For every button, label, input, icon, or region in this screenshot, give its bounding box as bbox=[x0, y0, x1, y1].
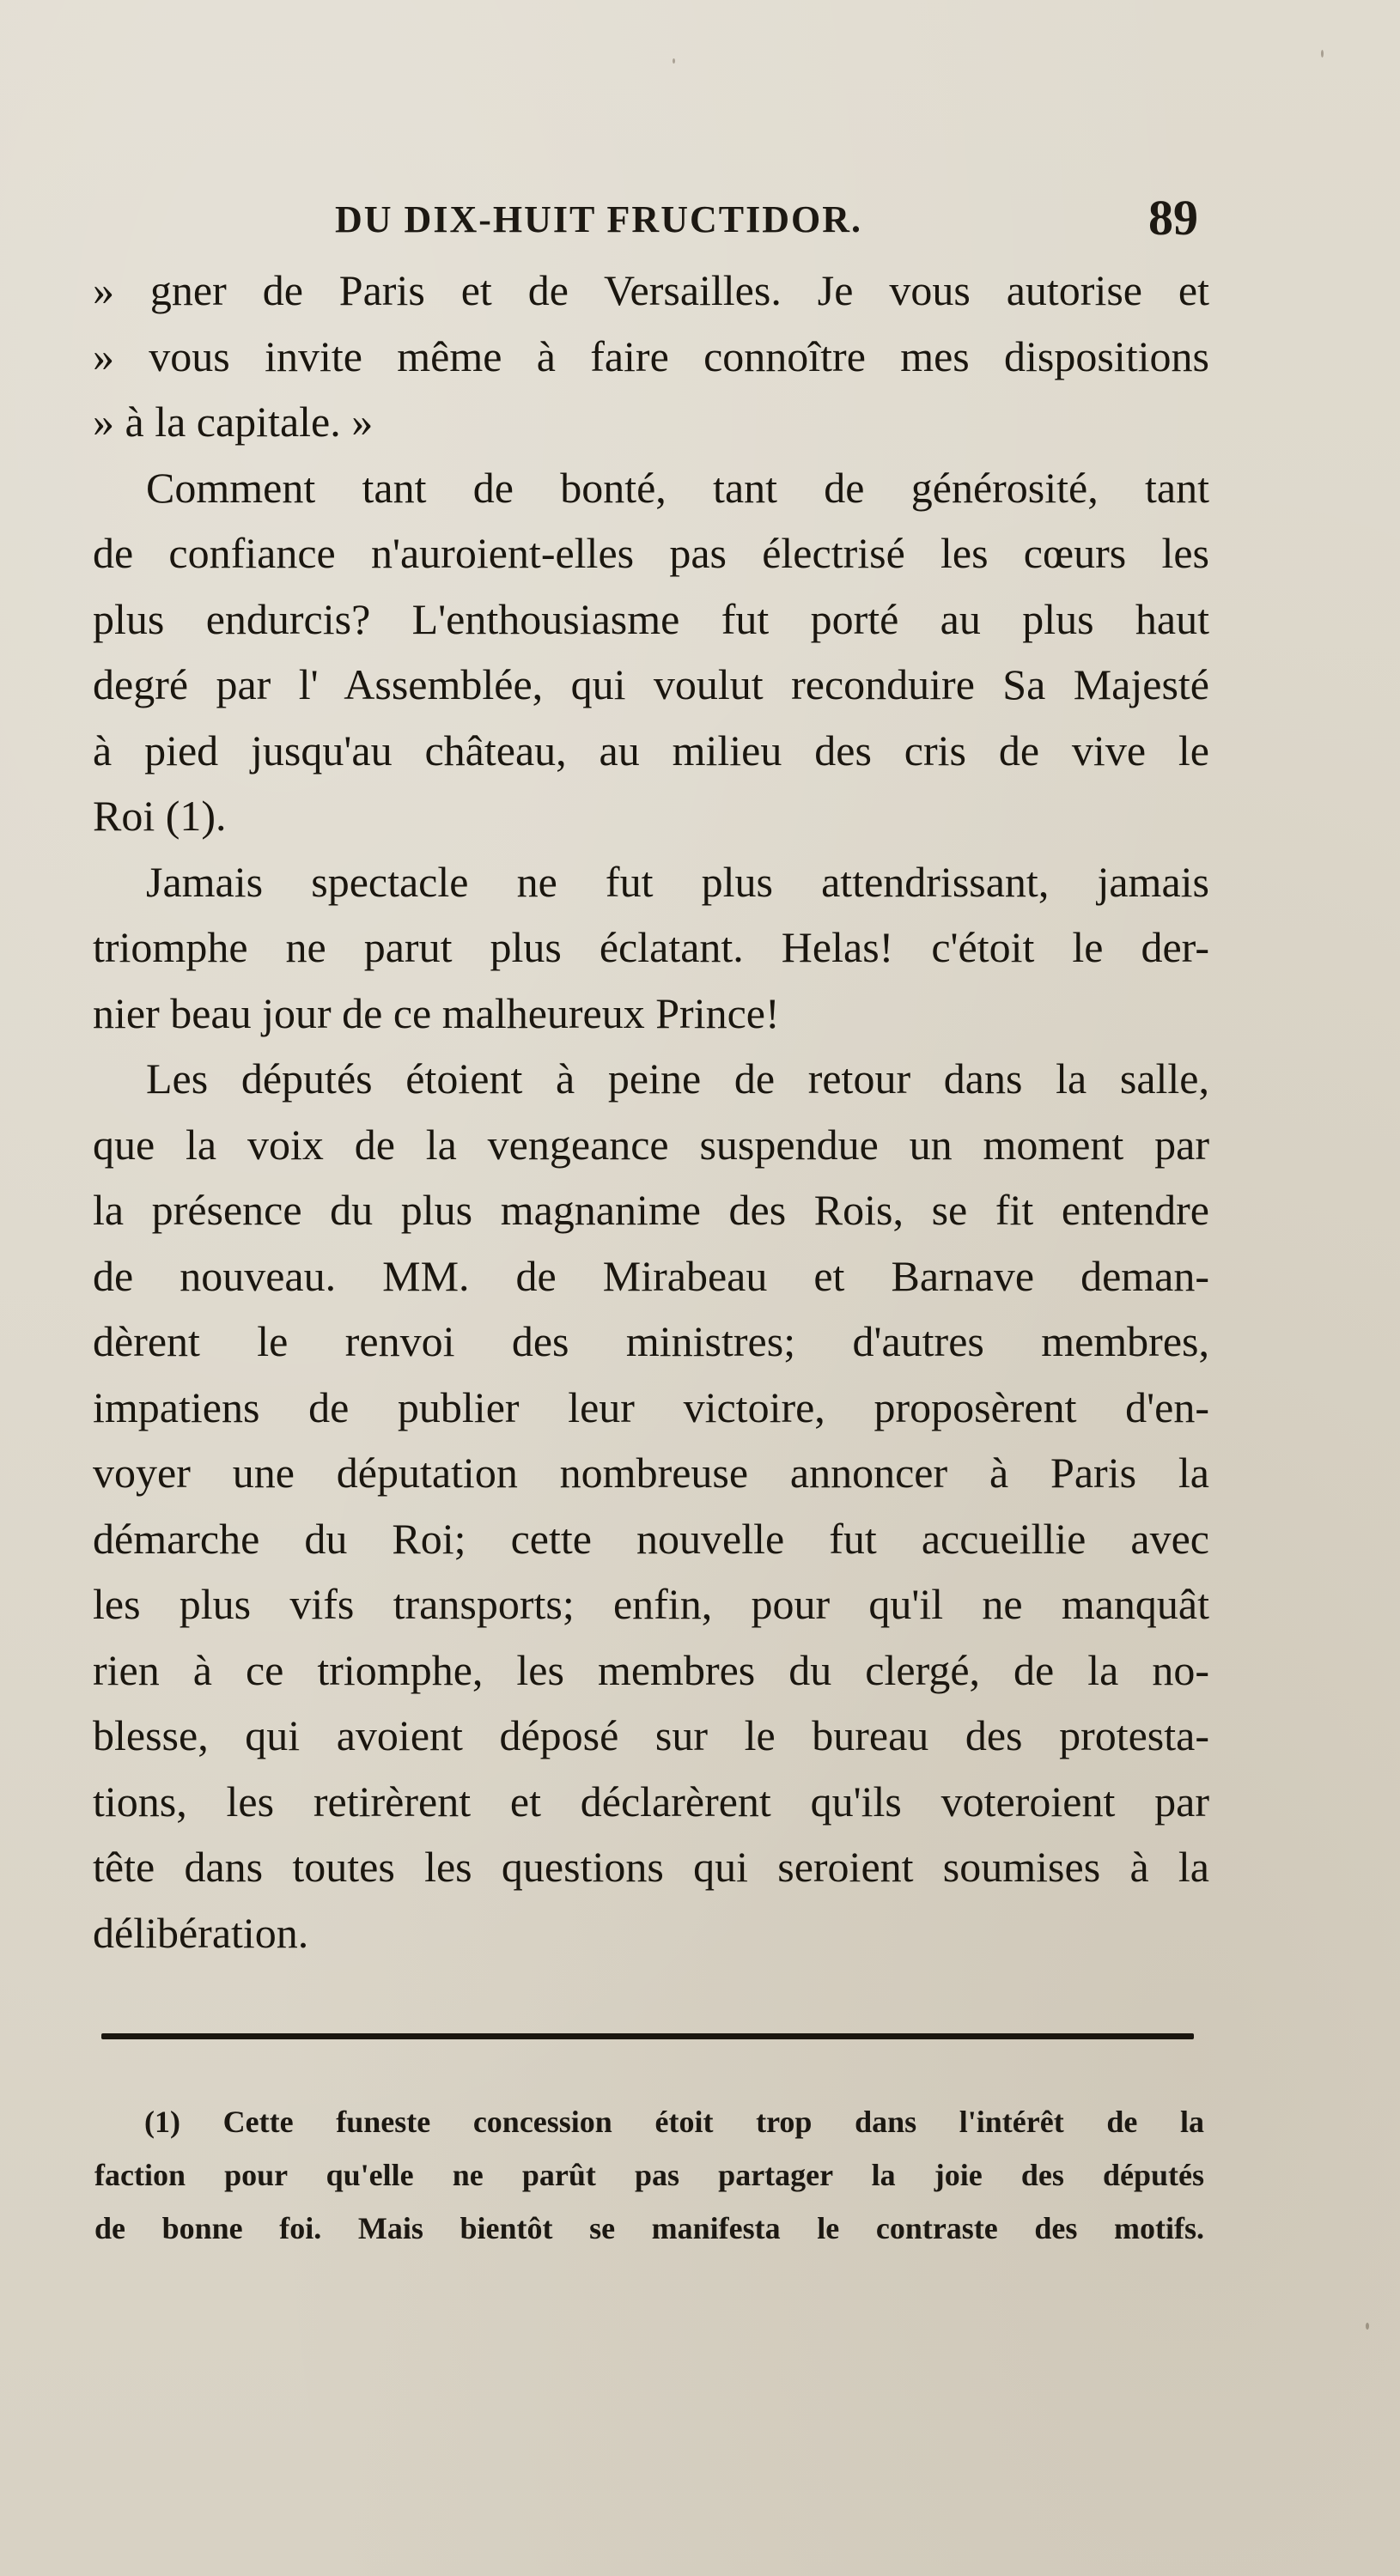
text-line: voyer une députation nombreuse annoncer à Paris la bbox=[93, 1449, 1209, 1497]
footnote-rule bbox=[101, 2033, 1194, 2039]
text-line: que la voix de la vengeance suspendue un moment par bbox=[93, 1120, 1209, 1169]
paper-speck bbox=[673, 58, 675, 64]
text-line: » à la capitale. » bbox=[93, 398, 374, 446]
text-line: démarche du Roi; cette nouvelle fut accueillie avec bbox=[93, 1514, 1209, 1563]
text-line: » vous invite même à faire connoître mes dispositions bbox=[93, 331, 1209, 380]
text-line: impatiens de publier leur victoire, proposèrent d'en- bbox=[93, 1382, 1209, 1431]
body-text bbox=[93, 258, 1209, 1965]
text-line: degré par l' Assemblée, qui voulut reconduire Sa Majesté bbox=[93, 660, 1209, 708]
footnote-line: faction pour qu'elle ne parût pas partager la joie des députés bbox=[94, 2158, 1204, 2192]
text-line: de nouveau. MM. de Mirabeau et Barnave deman- bbox=[93, 1251, 1209, 1300]
footnote-line: de bonne foi. Mais bientôt se manifesta le contraste des motifs. bbox=[94, 2211, 1204, 2245]
paragraph-start-line: Comment tant de bonté, tant de générosité, tant bbox=[146, 463, 1209, 512]
text-line: Roi (1). bbox=[93, 792, 227, 840]
text-line: nier beau jour de ce malheureux Prince! bbox=[93, 988, 780, 1037]
text-line: de confiance n'auroient-elles pas électrisé les cœurs les bbox=[93, 529, 1209, 577]
paper-speck bbox=[1321, 50, 1324, 58]
text-line: délibération. bbox=[93, 1908, 309, 1957]
footnote-line: (1) Cette funeste concession étoit trop dans l'intérêt de la bbox=[144, 2105, 1204, 2139]
text-line: tions, les retirèrent et déclarèrent qu'ils voteroient par bbox=[93, 1777, 1209, 1826]
text-line: dèrent le renvoi des ministres; d'autres membres, bbox=[93, 1317, 1209, 1365]
running-head: DU DIX-HUIT FRUCTIDOR. bbox=[335, 198, 863, 240]
text-line: tête dans toutes les questions qui seroient soumises à la bbox=[93, 1843, 1209, 1891]
text-line: la présence du plus magnanime des Rois, se fit entendre bbox=[93, 1186, 1209, 1234]
text-line: les plus vifs transports; enfin, pour qu'il ne manquât bbox=[93, 1580, 1209, 1628]
paper-speck bbox=[1366, 2323, 1369, 2330]
text-line: rien à ce triomphe, les membres du clergé, de la no- bbox=[93, 1645, 1209, 1694]
text-line: » gner de Paris et de Versailles. Je vous autorise et bbox=[93, 266, 1209, 314]
page-number: 89 bbox=[1148, 190, 1198, 246]
text-line: à pied jusqu'au château, au milieu des cris de vive le bbox=[93, 726, 1209, 775]
text-line: blesse, qui avoient déposé sur le bureau des protesta- bbox=[93, 1711, 1209, 1759]
text-line: triomphe ne parut plus éclatant. Helas! c'étoit le der- bbox=[93, 923, 1209, 971]
paragraph-start-line: Jamais spectacle ne fut plus attendrissant, jamais bbox=[146, 857, 1209, 906]
paragraph-start-line: Les députés étoient à peine de retour dans la salle, bbox=[146, 1054, 1209, 1103]
footnote bbox=[94, 2095, 1204, 2255]
page-header bbox=[112, 189, 1198, 249]
text-line: plus endurcis? L'enthousiasme fut porté au plus haut bbox=[93, 594, 1209, 643]
